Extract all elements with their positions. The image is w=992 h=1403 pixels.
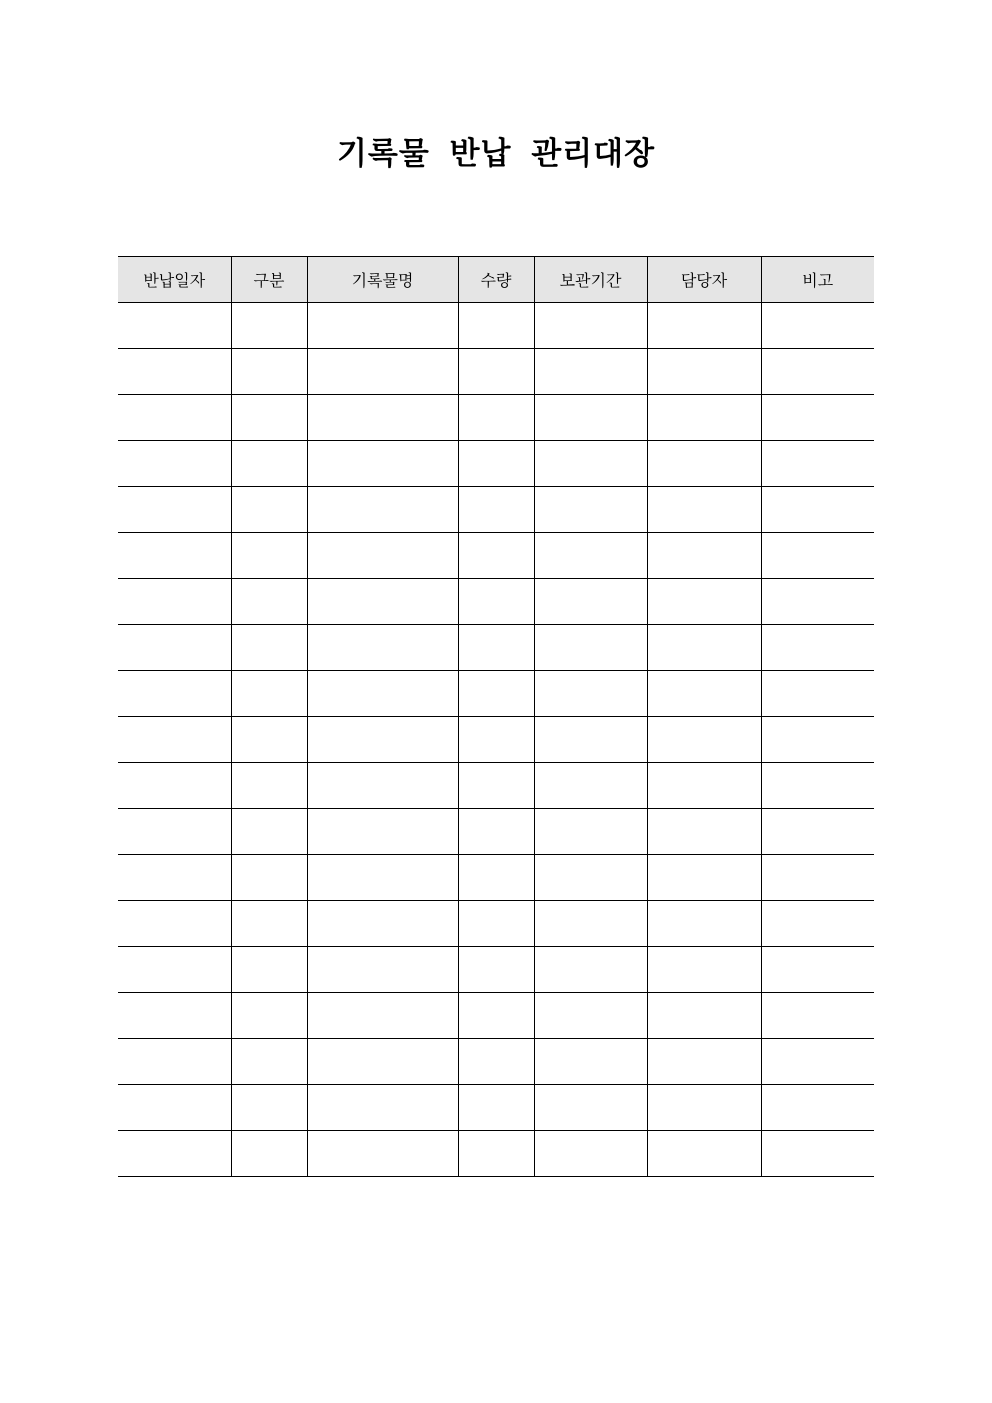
column-header-category: 구분: [231, 257, 307, 303]
column-header-record-name: 기록물명: [307, 257, 458, 303]
cell-retention-period[interactable]: [534, 993, 647, 1039]
cell-return-date[interactable]: [118, 947, 231, 993]
cell-retention-period[interactable]: [534, 625, 647, 671]
cell-person-in-charge[interactable]: [647, 717, 761, 763]
cell-record-name[interactable]: [307, 349, 458, 395]
table-body: [118, 303, 874, 1177]
table-row: [118, 487, 874, 533]
cell-return-date[interactable]: [118, 533, 231, 579]
cell-category[interactable]: [231, 901, 307, 947]
cell-remarks[interactable]: [761, 1131, 874, 1177]
cell-record-name[interactable]: [307, 763, 458, 809]
cell-record-name[interactable]: [307, 441, 458, 487]
cell-person-in-charge[interactable]: [647, 441, 761, 487]
cell-record-name[interactable]: [307, 1131, 458, 1177]
cell-category[interactable]: [231, 947, 307, 993]
cell-quantity[interactable]: [458, 717, 534, 763]
cell-remarks[interactable]: [761, 1085, 874, 1131]
cell-retention-period[interactable]: [534, 671, 647, 717]
cell-record-name[interactable]: [307, 809, 458, 855]
cell-return-date[interactable]: [118, 671, 231, 717]
cell-remarks[interactable]: [761, 625, 874, 671]
cell-person-in-charge[interactable]: [647, 533, 761, 579]
cell-category[interactable]: [231, 349, 307, 395]
cell-person-in-charge[interactable]: [647, 901, 761, 947]
cell-quantity[interactable]: [458, 993, 534, 1039]
table-row: [118, 993, 874, 1039]
cell-retention-period[interactable]: [534, 1039, 647, 1085]
cell-remarks[interactable]: [761, 901, 874, 947]
cell-quantity[interactable]: [458, 947, 534, 993]
cell-record-name[interactable]: [307, 901, 458, 947]
cell-retention-period[interactable]: [534, 717, 647, 763]
cell-record-name[interactable]: [307, 487, 458, 533]
cell-category[interactable]: [231, 717, 307, 763]
cell-person-in-charge[interactable]: [647, 303, 761, 349]
cell-person-in-charge[interactable]: [647, 625, 761, 671]
cell-category[interactable]: [231, 303, 307, 349]
cell-record-name[interactable]: [307, 855, 458, 901]
cell-remarks[interactable]: [761, 947, 874, 993]
cell-quantity[interactable]: [458, 349, 534, 395]
column-header-remarks: 비고: [761, 257, 874, 303]
cell-retention-period[interactable]: [534, 1085, 647, 1131]
table-row: [118, 1131, 874, 1177]
cell-remarks[interactable]: [761, 441, 874, 487]
cell-remarks[interactable]: [761, 395, 874, 441]
cell-retention-period[interactable]: [534, 855, 647, 901]
cell-record-name[interactable]: [307, 993, 458, 1039]
cell-retention-period[interactable]: [534, 763, 647, 809]
cell-remarks[interactable]: [761, 717, 874, 763]
cell-remarks[interactable]: [761, 763, 874, 809]
cell-return-date[interactable]: [118, 717, 231, 763]
cell-category[interactable]: [231, 809, 307, 855]
table-row: [118, 1085, 874, 1131]
cell-return-date[interactable]: [118, 855, 231, 901]
table-row: [118, 809, 874, 855]
cell-category[interactable]: [231, 395, 307, 441]
cell-retention-period[interactable]: [534, 809, 647, 855]
cell-record-name[interactable]: [307, 1039, 458, 1085]
table-row: [118, 441, 874, 487]
cell-return-date[interactable]: [118, 1039, 231, 1085]
cell-record-name[interactable]: [307, 303, 458, 349]
cell-category[interactable]: [231, 625, 307, 671]
cell-record-name[interactable]: [307, 671, 458, 717]
cell-remarks[interactable]: [761, 855, 874, 901]
cell-return-date[interactable]: [118, 579, 231, 625]
cell-person-in-charge[interactable]: [647, 349, 761, 395]
cell-quantity[interactable]: [458, 625, 534, 671]
cell-quantity[interactable]: [458, 671, 534, 717]
column-header-return-date: 반납일자: [118, 257, 231, 303]
cell-category[interactable]: [231, 579, 307, 625]
cell-person-in-charge[interactable]: [647, 487, 761, 533]
cell-person-in-charge[interactable]: [647, 1131, 761, 1177]
cell-return-date[interactable]: [118, 1085, 231, 1131]
cell-retention-period[interactable]: [534, 533, 647, 579]
cell-category[interactable]: [231, 533, 307, 579]
cell-record-name[interactable]: [307, 625, 458, 671]
cell-return-date[interactable]: [118, 901, 231, 947]
cell-record-name[interactable]: [307, 579, 458, 625]
table-row: [118, 671, 874, 717]
page-title: 기록물 반납 관리대장: [336, 136, 656, 172]
cell-quantity[interactable]: [458, 901, 534, 947]
cell-category[interactable]: [231, 487, 307, 533]
cell-person-in-charge[interactable]: [647, 1039, 761, 1085]
cell-person-in-charge[interactable]: [647, 579, 761, 625]
cell-quantity[interactable]: [458, 303, 534, 349]
cell-person-in-charge[interactable]: [647, 993, 761, 1039]
cell-return-date[interactable]: [118, 1131, 231, 1177]
cell-record-name[interactable]: [307, 395, 458, 441]
cell-return-date[interactable]: [118, 487, 231, 533]
cell-return-date[interactable]: [118, 395, 231, 441]
cell-remarks[interactable]: [761, 349, 874, 395]
cell-return-date[interactable]: [118, 349, 231, 395]
cell-record-name[interactable]: [307, 947, 458, 993]
cell-remarks[interactable]: [761, 1039, 874, 1085]
cell-remarks[interactable]: [761, 993, 874, 1039]
cell-quantity[interactable]: [458, 809, 534, 855]
ledger-table: [118, 256, 874, 1177]
cell-retention-period[interactable]: [534, 487, 647, 533]
cell-person-in-charge[interactable]: [647, 855, 761, 901]
cell-return-date[interactable]: [118, 809, 231, 855]
cell-category[interactable]: [231, 855, 307, 901]
table-header-row: [118, 257, 874, 303]
cell-return-date[interactable]: [118, 303, 231, 349]
table-row: [118, 763, 874, 809]
cell-quantity[interactable]: [458, 395, 534, 441]
table-row: [118, 947, 874, 993]
cell-retention-period[interactable]: [534, 579, 647, 625]
cell-category[interactable]: [231, 1039, 307, 1085]
column-header-person-in-charge: 담당자: [647, 257, 761, 303]
table-row: [118, 579, 874, 625]
cell-person-in-charge[interactable]: [647, 671, 761, 717]
cell-person-in-charge[interactable]: [647, 947, 761, 993]
cell-return-date[interactable]: [118, 441, 231, 487]
cell-remarks[interactable]: [761, 303, 874, 349]
table-row: [118, 1039, 874, 1085]
cell-retention-period[interactable]: [534, 901, 647, 947]
cell-return-date[interactable]: [118, 763, 231, 809]
cell-quantity[interactable]: [458, 487, 534, 533]
cell-retention-period[interactable]: [534, 303, 647, 349]
cell-remarks[interactable]: [761, 533, 874, 579]
table-row: [118, 901, 874, 947]
cell-record-name[interactable]: [307, 1085, 458, 1131]
cell-person-in-charge[interactable]: [647, 763, 761, 809]
column-header-quantity: 수량: [458, 257, 534, 303]
cell-retention-period[interactable]: [534, 349, 647, 395]
table-row: [118, 717, 874, 763]
cell-category[interactable]: [231, 1131, 307, 1177]
table-row: [118, 625, 874, 671]
cell-person-in-charge[interactable]: [647, 1085, 761, 1131]
cell-category[interactable]: [231, 441, 307, 487]
cell-quantity[interactable]: [458, 441, 534, 487]
cell-category[interactable]: [231, 763, 307, 809]
table-row: [118, 533, 874, 579]
cell-record-name[interactable]: [307, 533, 458, 579]
cell-quantity[interactable]: [458, 1039, 534, 1085]
cell-quantity[interactable]: [458, 763, 534, 809]
cell-person-in-charge[interactable]: [647, 395, 761, 441]
column-header-retention-period: 보관기간: [534, 257, 647, 303]
cell-category[interactable]: [231, 671, 307, 717]
cell-remarks[interactable]: [761, 809, 874, 855]
cell-category[interactable]: [231, 1085, 307, 1131]
table-row: [118, 349, 874, 395]
cell-remarks[interactable]: [761, 487, 874, 533]
cell-category[interactable]: [231, 993, 307, 1039]
cell-quantity[interactable]: [458, 533, 534, 579]
cell-quantity[interactable]: [458, 579, 534, 625]
table-row: [118, 395, 874, 441]
cell-quantity[interactable]: [458, 1085, 534, 1131]
table-row: [118, 303, 874, 349]
cell-retention-period[interactable]: [534, 947, 647, 993]
cell-record-name[interactable]: [307, 717, 458, 763]
cell-return-date[interactable]: [118, 625, 231, 671]
cell-quantity[interactable]: [458, 1131, 534, 1177]
cell-return-date[interactable]: [118, 993, 231, 1039]
cell-retention-period[interactable]: [534, 1131, 647, 1177]
table-row: [118, 855, 874, 901]
cell-remarks[interactable]: [761, 671, 874, 717]
cell-retention-period[interactable]: [534, 395, 647, 441]
cell-quantity[interactable]: [458, 855, 534, 901]
cell-remarks[interactable]: [761, 579, 874, 625]
cell-retention-period[interactable]: [534, 441, 647, 487]
cell-person-in-charge[interactable]: [647, 809, 761, 855]
